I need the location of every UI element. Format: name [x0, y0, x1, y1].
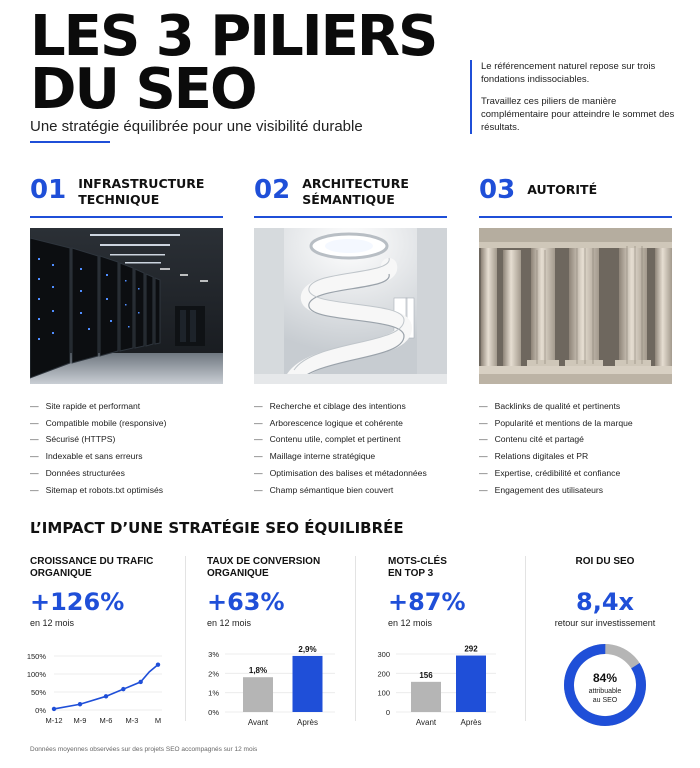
kpi-conversion	[207, 556, 347, 726]
list-item: — Optimisation des balises et métadonnées	[254, 465, 447, 482]
y-tick-label: 50%	[30, 688, 46, 697]
list-item: — Sécurisé (HTTPS)	[30, 431, 223, 448]
kpi-divider	[355, 556, 356, 721]
page-title-line2: DU SEO	[30, 57, 256, 122]
roi-donut-chart	[562, 642, 648, 728]
list-item: — Expertise, crédibilité et confiance	[479, 465, 672, 482]
footnote: Données moyennes observées sur des projets SEO accompagnés sur 12 mois	[30, 746, 258, 753]
subtitle-divider	[30, 141, 110, 143]
list-item: — Compatible mobile (responsive)	[30, 415, 223, 432]
y-tick-label: 150%	[26, 652, 46, 661]
donut-caption: au SEO	[592, 697, 618, 704]
data-point	[52, 707, 56, 711]
bar	[293, 656, 323, 712]
impact-title: L’IMPACT D’UNE STRATÉGIE SEO ÉQUILIBRÉE	[30, 519, 404, 537]
datacenter-image	[30, 228, 223, 384]
x-tick-label: Avant	[415, 718, 437, 727]
list-item: — Sitemap et robots.txt optimisés	[30, 482, 223, 499]
data-label: 1,8%	[248, 666, 268, 676]
x-tick-label: Avant	[247, 718, 269, 727]
bar	[411, 682, 441, 712]
pillar-technique	[30, 174, 223, 498]
data-point	[78, 702, 82, 706]
kpi-divider	[525, 556, 526, 721]
donut-caption: attribuable	[588, 688, 622, 695]
data-point	[138, 680, 142, 684]
pillar-title-line2: SÉMANTIQUE	[302, 192, 395, 207]
x-tick-label: M-9	[73, 716, 87, 725]
x-tick-label: M-3	[125, 716, 139, 725]
y-tick-label: 100%	[26, 670, 46, 679]
pillar-semantique	[254, 174, 447, 498]
list-item: — Maillage interne stratégique	[254, 448, 447, 465]
intro-paragraph-1: Le référencement naturel repose sur trois fondations indissociables.	[481, 61, 656, 85]
pillar-title-line1: INFRASTRUCTURE	[78, 176, 205, 191]
kpi-title-line1: TAUX DE CONVERSION	[207, 556, 321, 567]
data-point	[104, 694, 108, 698]
series-line	[54, 665, 158, 709]
pillar-list	[254, 398, 447, 498]
intro-text	[470, 60, 680, 134]
list-item: — Site rapide et performant	[30, 398, 223, 415]
y-tick-label: 100	[377, 688, 390, 698]
traffic-line-chart	[26, 648, 176, 728]
y-tick-label: 0%	[208, 708, 219, 717]
donut-slice	[562, 642, 648, 728]
donut-value-label: 84%	[592, 671, 618, 685]
data-label: 156	[419, 670, 433, 680]
kpi-title	[30, 556, 180, 580]
list-item: — Contenu utile, complet et pertinent	[254, 431, 447, 448]
y-tick-label: 0	[385, 708, 390, 717]
x-tick-label: Après	[297, 718, 318, 727]
spiral-staircase-image	[254, 228, 447, 384]
kpi-keywords	[377, 556, 518, 727]
page-title	[30, 4, 437, 122]
x-tick-label: Après	[460, 718, 482, 727]
keywords-bar-chart	[368, 644, 498, 728]
data-point	[156, 662, 160, 666]
kpi-title-line1: MOTS-CLÉS	[388, 556, 447, 567]
kpi-title	[540, 556, 670, 568]
y-tick-label: 0%	[35, 706, 46, 715]
pillar-title	[527, 174, 597, 198]
kpi-value: +126%	[30, 588, 125, 616]
kpi-value: +63%	[207, 588, 285, 616]
pillar-title-line2: TECHNIQUE	[78, 192, 160, 207]
intro-paragraph-2: Travaillez ces piliers de manière complémentaire pour atteindre le sommet des résultats.	[481, 96, 675, 133]
conversion-bar-chart	[199, 644, 339, 728]
pillar-header	[30, 174, 223, 218]
list-item: — Données structurées	[30, 465, 223, 482]
kpi-title-line2: EN TOP 3	[388, 568, 434, 579]
pillar-title-line1: AUTORITÉ	[527, 182, 598, 197]
list-item: — Popularité et mentions de la marque	[479, 415, 672, 432]
bar	[456, 656, 486, 712]
kpi-title-line2: ORGANIQUE	[207, 568, 269, 579]
list-item: — Relations digitales et PR	[479, 448, 672, 465]
columns-image	[479, 228, 672, 384]
list-item: — Indexable et sans erreurs	[30, 448, 223, 465]
kpi-title-line1: CROISSANCE DU TRAFIC	[30, 556, 154, 567]
y-tick-label: 300	[377, 650, 390, 659]
page-subtitle: Une stratégie équilibrée pour une visibilité durable	[30, 118, 363, 135]
y-tick-label: 3%	[208, 650, 219, 659]
x-tick-label: M-6	[99, 716, 113, 725]
kpi-value: 8,4x	[576, 588, 634, 616]
kpi-subtext: retour sur investissement	[554, 618, 656, 628]
kpi-value: +87%	[388, 588, 466, 616]
kpi-subtext: en 12 mois	[207, 618, 252, 628]
y-tick-label: 1%	[208, 688, 219, 698]
kpi-subtext: en 12 mois	[388, 618, 433, 628]
x-tick-label: M-12	[45, 716, 63, 725]
pillar-header	[479, 174, 672, 218]
pillar-header	[254, 174, 447, 218]
page-title-line1: LES 3 PILIERS	[30, 4, 437, 69]
pillar-number: 02	[254, 175, 291, 205]
pillar-title-line1: ARCHITECTURE	[302, 176, 409, 191]
y-tick-label: 2%	[208, 669, 219, 679]
list-item: — Champ sémantique bien couvert	[254, 482, 447, 499]
pillar-autorite	[479, 174, 672, 498]
kpi-title	[388, 556, 518, 580]
kpi-title	[207, 556, 347, 580]
kpi-title-line1: ROI DU SEO	[575, 556, 635, 567]
list-item: — Arborescence logique et cohérente	[254, 415, 447, 432]
bar	[243, 677, 273, 712]
pillar-title	[78, 174, 204, 208]
pillar-number: 01	[30, 175, 67, 205]
data-label: 2,9%	[298, 644, 317, 654]
pillar-list	[479, 398, 672, 498]
kpi-roi	[540, 556, 670, 726]
list-item: — Contenu cité et partagé	[479, 431, 672, 448]
data-point	[121, 687, 125, 691]
list-item: — Backlinks de qualité et pertinents	[479, 398, 672, 415]
kpi-subtext: en 12 mois	[30, 618, 75, 628]
x-tick-label: M	[154, 716, 162, 725]
pillar-number: 03	[479, 175, 516, 205]
kpi-traffic	[26, 556, 180, 726]
pillar-title	[302, 174, 409, 208]
kpi-title-line2: ORGANIQUE	[30, 568, 92, 579]
data-label: 292	[464, 644, 478, 654]
y-tick-label: 200	[377, 669, 390, 679]
pillar-list	[30, 398, 223, 498]
list-item: — Recherche et ciblage des intentions	[254, 398, 447, 415]
list-item: — Engagement des utilisateurs	[479, 482, 672, 499]
kpi-divider	[185, 556, 186, 721]
